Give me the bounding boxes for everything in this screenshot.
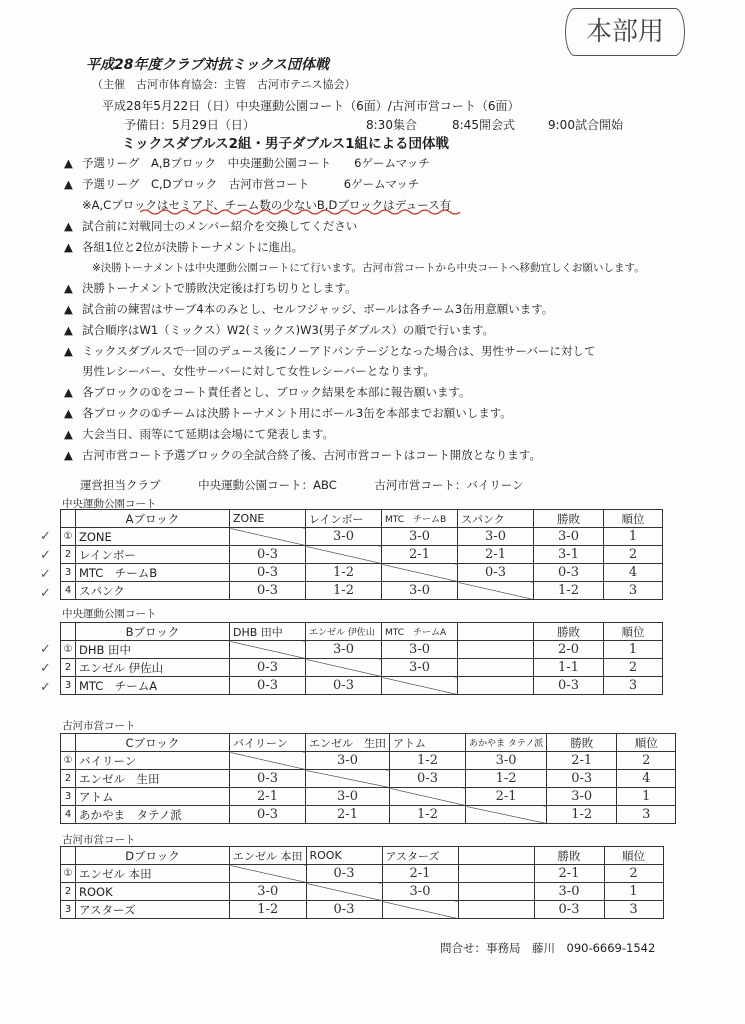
diagonal-cell (230, 641, 306, 659)
checkmark-icon: ✓ (40, 661, 51, 676)
score-cell (306, 677, 382, 695)
winloss-value: 0-3 (558, 565, 579, 580)
table-row (61, 883, 664, 901)
winloss-value: 0-3 (571, 771, 593, 786)
team-number: 2 (61, 546, 76, 564)
checkmark-icon: ✓ (40, 642, 51, 657)
venue-label: 中央運動公園コート (62, 608, 157, 620)
rule-text: 試合順序はW1（ミックス）W2(ミックス)W3(男子ダブルス）の順で行います。 (82, 322, 495, 337)
rule-text: 古河市営コート予選ブロックの全試合終了後、古河市営コートはコート開放となります。 (82, 447, 541, 462)
triangle-bullet-icon: ▲ (64, 385, 73, 400)
winloss-value: 0-3 (558, 902, 580, 917)
winloss-value: 1-1 (558, 660, 579, 675)
rule-item (64, 174, 704, 195)
score-cell (306, 788, 390, 806)
rule-item (64, 257, 704, 278)
diagonal-cell (230, 752, 306, 770)
rank-cell (604, 546, 663, 564)
rule-item (64, 236, 704, 257)
empty-cell (458, 659, 534, 677)
winloss-cell (547, 752, 617, 770)
match-score: 1-2 (257, 902, 279, 917)
schedule-assembly: 8:30集合 (366, 118, 417, 132)
team-number: 2 (61, 883, 76, 901)
opponent-header: レインボー (306, 510, 382, 528)
table-row (61, 770, 676, 788)
rank-value: 4 (642, 771, 651, 786)
header-blank (61, 847, 76, 865)
score-cell (306, 806, 390, 824)
team-name: アスターズ (76, 901, 230, 919)
block-name: Dブロック (76, 847, 230, 865)
winloss-value: 1-2 (571, 807, 593, 822)
team-name: ROOK (76, 883, 230, 901)
match-score: 3-0 (409, 529, 430, 544)
rank-value: 3 (628, 583, 638, 598)
rank-cell (617, 752, 676, 770)
rank-header: 順位 (604, 623, 663, 641)
contact-info: 問合せ：事務局 藤川 090-6669-1542 (440, 941, 656, 955)
opponent-header: バイリーン (230, 734, 306, 752)
match-score: 2-1 (409, 866, 431, 881)
block-table (60, 733, 676, 824)
winloss-cell (534, 641, 604, 659)
score-cell (382, 659, 458, 677)
team-number: 2 (61, 659, 76, 677)
team-number: ① (61, 641, 76, 659)
match-score: 2-1 (337, 807, 358, 822)
table-row (61, 901, 664, 919)
match-score: 3-0 (495, 753, 517, 768)
score-cell (306, 752, 390, 770)
match-score: 0-3 (257, 565, 278, 580)
match-score: 3-0 (257, 884, 279, 899)
triangle-bullet-icon: ▲ (64, 405, 73, 420)
rank-value: 3 (628, 678, 638, 693)
winloss-value: 3-0 (558, 529, 579, 544)
match-score: 0-3 (257, 807, 278, 822)
match-score: 3-0 (337, 753, 358, 768)
page-title: 平成28年度クラブ対抗ミックス団体戦 (86, 57, 330, 73)
score-cell (390, 806, 466, 824)
rule-text: 各ブロックの①をコート責任者とし、ブロック結果を本部に報告願います。 (82, 385, 471, 400)
rule-text: ※A,Cブロックはセミアド、チーム数の少ないB,Dブロックはデュース有 (82, 197, 452, 212)
rank-cell (604, 641, 663, 659)
match-score: 1-2 (417, 753, 438, 768)
empty-cell (458, 901, 534, 919)
checkmark-icon: ✓ (40, 548, 51, 563)
score-cell (458, 528, 534, 546)
winloss-cell (534, 546, 604, 564)
rule-item (64, 444, 704, 465)
match-score: 0-3 (257, 771, 278, 786)
rule-item (64, 403, 704, 424)
organizers: （主催 古河市体育協会：主管 古河市テニス協会） (92, 78, 356, 91)
match-score: 1-2 (333, 565, 354, 580)
winloss-cell (547, 788, 617, 806)
score-cell (306, 901, 382, 919)
team-name: レインボー (76, 546, 230, 564)
match-score: 0-3 (257, 678, 278, 693)
diagonal-cell (306, 770, 390, 788)
match-score: 0-3 (257, 547, 278, 562)
team-name: エンゼル 伊佐山 (76, 659, 230, 677)
winloss-cell (534, 659, 604, 677)
winloss-value: 2-1 (571, 753, 593, 768)
winloss-cell (534, 901, 604, 919)
rank-cell (617, 806, 676, 824)
diagonal-cell (230, 865, 307, 883)
team-name: あかやま タテノ派 (76, 806, 230, 824)
team-name: バイリーン (76, 752, 230, 770)
score-cell (382, 883, 458, 901)
winloss-header: 勝敗 (547, 734, 617, 752)
rank-value: 2 (628, 547, 638, 562)
team-name: エンゼル 本田 (76, 865, 230, 883)
diagonal-cell (306, 546, 382, 564)
rule-text: 予選リーグ A,Bブロック 中央運動公園コート 6ゲームマッチ (82, 156, 430, 171)
opponent-header: MTC チームA (382, 623, 458, 641)
table-row (61, 788, 676, 806)
match-score: 3-0 (409, 660, 430, 675)
winloss-cell (534, 865, 604, 883)
rank-cell (617, 770, 676, 788)
team-number: 3 (61, 677, 76, 695)
table-row (61, 564, 663, 582)
rule-text: 予選リーグ C,Dブロック 古河市営コート 6ゲームマッチ (82, 177, 420, 192)
score-cell (306, 528, 382, 546)
diagonal-cell (466, 806, 547, 824)
rank-value: 3 (629, 902, 638, 917)
score-cell (382, 528, 458, 546)
diagonal-cell (382, 901, 458, 919)
match-score: 0-3 (333, 866, 355, 881)
match-score: 3-0 (337, 789, 358, 804)
winloss-value: 1-2 (558, 583, 579, 598)
rank-value: 1 (629, 884, 638, 899)
diagonal-cell (306, 659, 382, 677)
match-score: 0-3 (333, 902, 355, 917)
score-cell (230, 582, 306, 600)
table-row (61, 806, 676, 824)
match-score: 0-3 (417, 771, 438, 786)
match-score: 2-1 (495, 789, 517, 804)
triangle-bullet-icon: ▲ (64, 301, 73, 316)
rank-value: 1 (628, 529, 638, 544)
score-cell (230, 564, 306, 582)
table-row (61, 641, 663, 659)
score-cell (466, 752, 547, 770)
diagonal-cell (230, 528, 306, 546)
triangle-bullet-icon: ▲ (64, 426, 73, 441)
score-cell (382, 865, 458, 883)
rank-cell (604, 564, 663, 582)
match-score: 0-3 (485, 565, 506, 580)
block-table (60, 509, 663, 600)
triangle-bullet-icon: ▲ (64, 156, 73, 171)
score-cell (306, 865, 382, 883)
schedule-start: 9:00試合開始 (548, 118, 623, 132)
subtitle: ミックスダブルス2組・男子ダブルス1組による団体戦 (122, 136, 449, 152)
rank-header: 順位 (617, 734, 676, 752)
opponent-header: アトム (390, 734, 466, 752)
match-score: 2-1 (257, 789, 278, 804)
match-score: 3-0 (333, 642, 354, 657)
table-row (61, 752, 676, 770)
winloss-value: 3-1 (558, 547, 579, 562)
winloss-header: 勝敗 (534, 510, 604, 528)
empty-cell (458, 883, 534, 901)
venue-label: 古河市営コート (62, 834, 136, 846)
team-name: DHB 田中 (76, 641, 230, 659)
rule-text: 試合前に対戦同士のメンバー紹介を交換してください (82, 218, 358, 233)
triangle-bullet-icon: ▲ (64, 343, 73, 358)
clubs-label: 運営担当クラブ (80, 478, 161, 492)
team-name: MTC チームA (76, 677, 230, 695)
match-score: 0-3 (257, 660, 278, 675)
winloss-cell (534, 564, 604, 582)
opponent-header: スパンク (458, 510, 534, 528)
match-score: 2-1 (409, 547, 430, 562)
stamp-box (565, 8, 685, 56)
team-number: 3 (61, 564, 76, 582)
match-score: 2-1 (485, 547, 506, 562)
diagonal-cell (382, 564, 458, 582)
score-cell (306, 582, 382, 600)
rule-item (64, 278, 704, 299)
score-cell (230, 806, 306, 824)
table-row (61, 865, 664, 883)
match-score: 3-0 (333, 529, 354, 544)
empty-cell (458, 641, 534, 659)
date-line: 平成28年5月22日（日）中央運動公園コート（6面）/古河市営コート（6面） (102, 99, 520, 113)
triangle-bullet-icon: ▲ (64, 322, 73, 337)
reserve-day: 予備日：5月29日（日） (124, 118, 255, 132)
winloss-cell (534, 528, 604, 546)
score-cell (230, 901, 307, 919)
score-cell (230, 546, 306, 564)
winloss-value: 2-0 (558, 642, 579, 657)
rank-cell (604, 865, 663, 883)
winloss-value: 3-0 (571, 789, 593, 804)
rule-item (64, 423, 704, 444)
stamp-text: 本部用 (585, 17, 664, 47)
team-number: 3 (61, 788, 76, 806)
winloss-cell (547, 770, 617, 788)
opponent-header: DHB 田中 (230, 623, 306, 641)
checkmark-icon: ✓ (40, 586, 51, 601)
winloss-cell (534, 677, 604, 695)
rank-value: 1 (628, 642, 638, 657)
rule-text: 大会当日、雨等にて延期は会場にて発表します。 (82, 426, 335, 441)
team-number: ① (61, 528, 76, 546)
winloss-header: 勝敗 (534, 623, 604, 641)
match-score: 0-3 (333, 678, 354, 693)
team-number: 4 (61, 582, 76, 600)
rank-cell (604, 528, 663, 546)
team-name: エンゼル 生田 (76, 770, 230, 788)
empty-cell (458, 677, 534, 695)
table-row (61, 659, 663, 677)
score-cell (230, 883, 307, 901)
opponent-header: エンゼル 生田 (306, 734, 390, 752)
triangle-bullet-icon: ▲ (64, 281, 73, 296)
venue-label: 中央運動公園コート (62, 498, 157, 510)
rule-item (64, 382, 704, 403)
clubs-koga: 古河市営コート：バイリーン (374, 478, 524, 492)
score-cell (390, 770, 466, 788)
rank-cell (604, 883, 663, 901)
table-row (61, 528, 663, 546)
match-score: 3-0 (409, 583, 430, 598)
empty-header (458, 847, 534, 865)
header-blank (61, 734, 76, 752)
rule-text: ※決勝トーナメントは中央運動公園コートにて行います。古河市営コートから中央コートへ移動宜しくお願いします。 (92, 261, 645, 274)
managing-clubs (80, 477, 524, 493)
venue-label: 古河市営コート (62, 720, 136, 732)
score-cell (306, 564, 382, 582)
rules-list (64, 153, 704, 465)
empty-cell (458, 865, 534, 883)
match-score: 3-0 (485, 529, 506, 544)
table-row (61, 546, 663, 564)
schedule-opening: 8:45開会式 (452, 118, 515, 132)
rank-cell (604, 677, 663, 695)
score-cell (466, 788, 547, 806)
team-number: 3 (61, 901, 76, 919)
clubs-central: 中央運動公園コート：ABC (198, 478, 337, 492)
rule-item (64, 340, 704, 361)
team-name: ZONE (76, 528, 230, 546)
rank-value: 2 (642, 753, 651, 768)
header-blank (61, 510, 76, 528)
rank-header: 順位 (604, 510, 663, 528)
triangle-bullet-icon: ▲ (64, 218, 73, 233)
team-number: 4 (61, 806, 76, 824)
block-name: Bブロック (76, 623, 230, 641)
triangle-bullet-icon: ▲ (64, 239, 73, 254)
rank-cell (604, 659, 663, 677)
score-cell (230, 677, 306, 695)
triangle-bullet-icon: ▲ (64, 447, 73, 462)
team-number: ① (61, 752, 76, 770)
empty-header (458, 623, 534, 641)
checkmark-icon: ✓ (40, 680, 51, 695)
rank-value: 2 (629, 866, 638, 881)
rule-text: 男性レシーバー、女性サーバーに対して女性レシーバーとなります。 (82, 364, 435, 379)
match-score: 3-0 (409, 884, 431, 899)
winloss-value: 3-0 (558, 884, 580, 899)
winloss-value: 2-1 (558, 866, 580, 881)
handwritten-underline (140, 208, 470, 216)
opponent-header: エンゼル 伊佐山 (306, 623, 382, 641)
score-cell (230, 659, 306, 677)
score-cell (382, 546, 458, 564)
opponent-header: MTC チームB (382, 510, 458, 528)
score-cell (306, 641, 382, 659)
rank-value: 3 (642, 807, 651, 822)
rank-header: 順位 (604, 847, 663, 865)
team-name: MTC チームB (76, 564, 230, 582)
winloss-header: 勝敗 (534, 847, 604, 865)
team-name: アトム (76, 788, 230, 806)
score-cell (382, 641, 458, 659)
diagonal-cell (306, 883, 382, 901)
match-score: 1-2 (417, 807, 438, 822)
score-cell (458, 546, 534, 564)
block-name: Cブロック (76, 734, 230, 752)
diagonal-cell (382, 677, 458, 695)
triangle-bullet-icon: ▲ (64, 177, 73, 192)
opponent-header: あかやま タテノ派 (466, 734, 547, 752)
team-number: 2 (61, 770, 76, 788)
rule-item (64, 299, 704, 320)
score-cell (230, 770, 306, 788)
opponent-header: ZONE (230, 510, 306, 528)
rank-value: 2 (628, 660, 638, 675)
table-row (61, 677, 663, 695)
match-score: 1-2 (495, 771, 517, 786)
score-cell (466, 770, 547, 788)
score-cell (458, 564, 534, 582)
opponent-header: ROOK (306, 847, 382, 865)
rule-item (64, 319, 704, 340)
winloss-cell (547, 806, 617, 824)
rule-text: 各ブロックの①チームは決勝トーナメント用にボール3缶を本部までお願いします。 (82, 405, 512, 420)
header-blank (61, 623, 76, 641)
score-cell (230, 788, 306, 806)
rank-cell (604, 901, 663, 919)
rank-value: 4 (628, 565, 638, 580)
rank-value: 1 (642, 789, 651, 804)
winloss-value: 0-3 (558, 678, 579, 693)
diagonal-cell (390, 788, 466, 806)
opponent-header: アスターズ (382, 847, 458, 865)
block-table (60, 622, 663, 695)
winloss-cell (534, 582, 604, 600)
rule-item (64, 361, 704, 382)
team-number: ① (61, 865, 76, 883)
rule-text: 決勝トーナメントで勝敗決定後は打ち切りとします。 (82, 281, 357, 296)
rule-text: 各組1位と2位が決勝トーナメントに進出。 (82, 239, 304, 254)
match-score: 0-3 (257, 583, 278, 598)
match-score: 3-0 (409, 642, 430, 657)
winloss-cell (534, 883, 604, 901)
rule-item (64, 215, 704, 236)
opponent-header: エンゼル 本田 (230, 847, 307, 865)
rule-text: 試合前の練習はサーブ4本のみとし、セルフジャッジ、ボールは各チーム3缶用意願います。 (82, 301, 554, 316)
rule-item (64, 153, 704, 174)
score-cell (390, 752, 466, 770)
match-score: 1-2 (333, 583, 354, 598)
rank-cell (604, 582, 663, 600)
rank-cell (617, 788, 676, 806)
team-name: スパンク (76, 582, 230, 600)
rule-text: ミックスダブルスで一回のデュース後にノーアドバンテージとなった場合は、男性サーバーに対して (82, 343, 596, 358)
block-name: Aブロック (76, 510, 230, 528)
checkmark-icon: ✓ (40, 567, 51, 582)
score-cell (382, 582, 458, 600)
table-row (61, 582, 663, 600)
checkmark-icon: ✓ (40, 529, 51, 544)
diagonal-cell (458, 582, 534, 600)
block-table (60, 846, 664, 919)
